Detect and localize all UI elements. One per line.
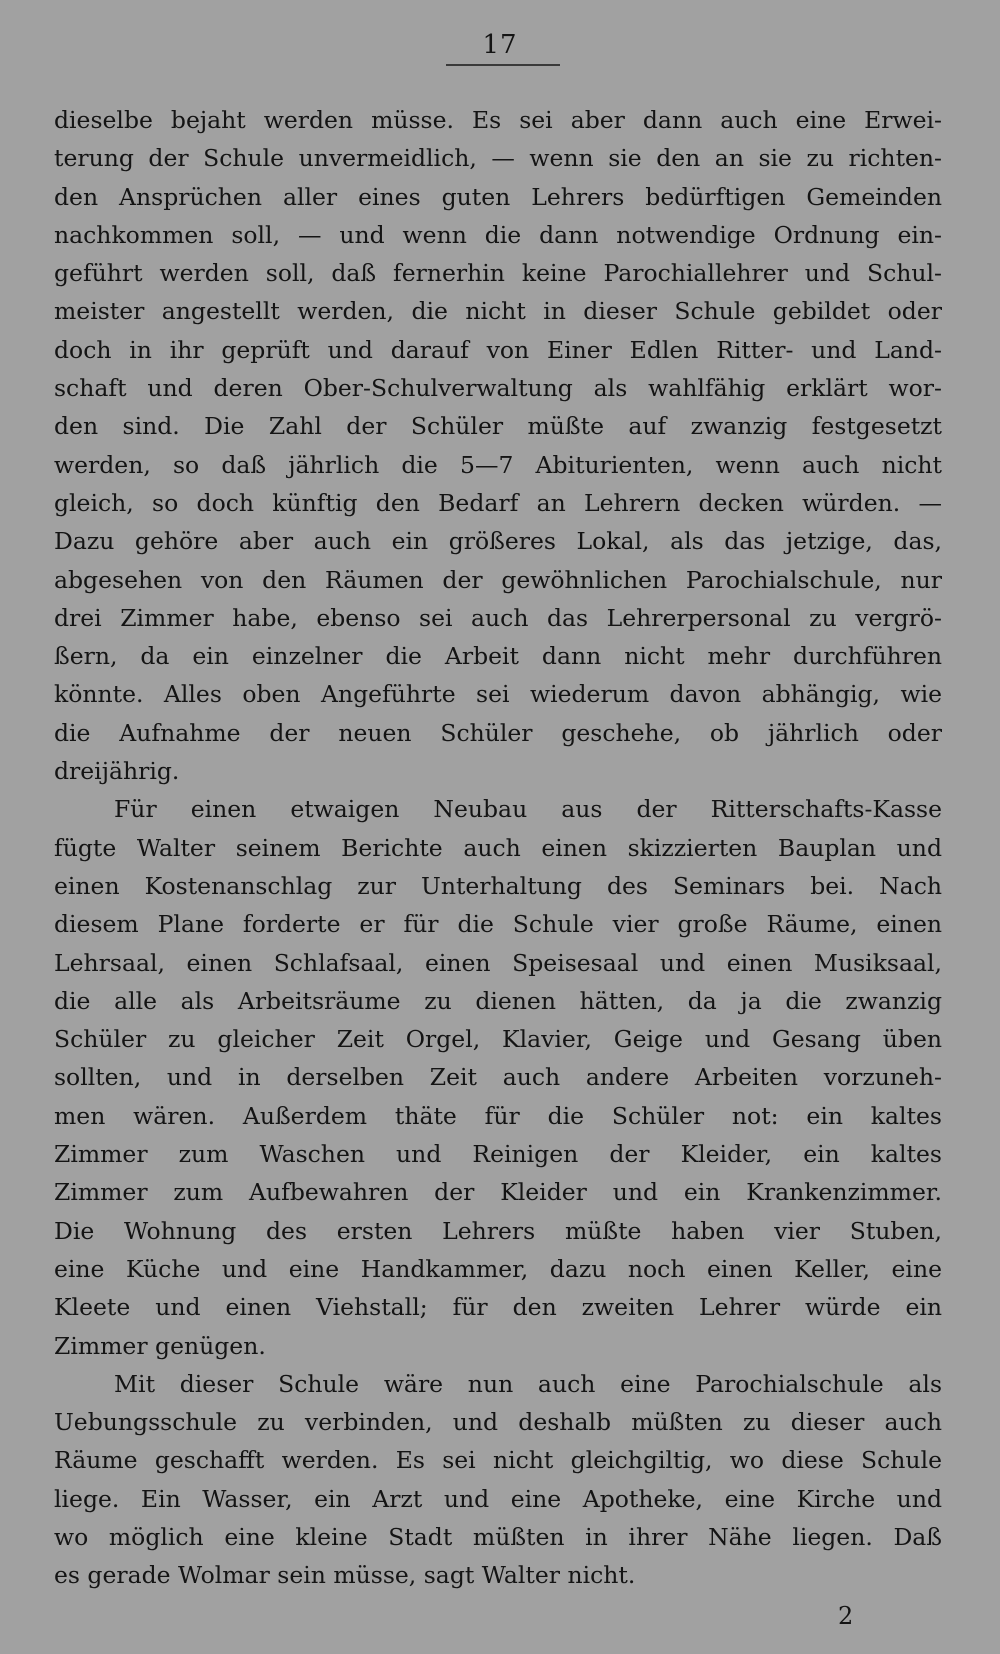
text-line: Schüler zu gleicher Zeit Orgel, Klavier, Geige und Gesang üben	[54, 1025, 942, 1054]
text-line: meister angestellt werden, die nicht in dieser Schule gebildet oder	[54, 297, 942, 326]
signature-mark: 2	[838, 1602, 854, 1630]
text-line: Kleete und einen Viehstall; für den zweiten Lehrer würde ein	[54, 1293, 942, 1322]
text-line: die alle als Arbeitsräume zu dienen hätten, da ja die zwanzig	[54, 986, 942, 1015]
text-line: Räume geschafft werden. Es sei nicht gleichgiltig, wo diese Schule	[54, 1446, 942, 1475]
text-line: Uebungsschule zu verbinden, und deshalb müßten zu dieser auch	[54, 1408, 942, 1437]
text-line: den sind. Die Zahl der Schüler müßte auf zwanzig festgesetzt	[54, 412, 942, 441]
text-line: Lehrsaal, einen Schlafsaal, einen Speisesaal und einen Musiksaal,	[54, 948, 942, 977]
text-line: Dazu gehöre aber auch ein größeres Lokal, als das jetzige, das,	[54, 527, 942, 556]
text-line: die Aufnahme der neuen Schüler geschehe, ob jährlich oder	[54, 718, 942, 747]
text-line: drei Zimmer habe, ebenso sei auch das Lehrerpersonal zu vergrö-	[54, 603, 942, 632]
text-line: Für einen etwaigen Neubau aus der Ritterschafts-Kasse	[114, 795, 942, 824]
text-line: werden, so daß jährlich die 5—7 Abiturienten, wenn auch nicht	[54, 450, 942, 479]
text-line: dreijährig.	[54, 757, 180, 786]
text-line: den Ansprüchen aller eines guten Lehrers bedürftigen Gemeinden	[54, 182, 942, 211]
text-line: ßern, da ein einzelner die Arbeit dann nicht mehr durchführen	[54, 642, 942, 671]
text-line: Zimmer zum Waschen und Reinigen der Kleider, ein kaltes	[54, 1140, 942, 1169]
text-line: diesem Plane forderte er für die Schule vier große Räume, einen	[54, 910, 942, 939]
text-line: terung der Schule unvermeidlich, — wenn sie den an sie zu richten-	[54, 144, 942, 173]
text-line: sollten, und in derselben Zeit auch andere Arbeiten vorzuneh-	[54, 1063, 942, 1092]
text-line: doch in ihr geprüft und darauf von Einer Edlen Ritter- und Land-	[54, 335, 942, 364]
text-line: nachkommen soll, — und wenn die dann notwendige Ordnung ein-	[54, 220, 942, 249]
text-line: gleich, so doch künftig den Bedarf an Lehrern decken würden. —	[54, 488, 942, 517]
text-line: schaft und deren Ober-Schulverwaltung als wahlfähig erklärt wor-	[54, 374, 942, 403]
text-line: Die Wohnung des ersten Lehrers müßte haben vier Stuben,	[54, 1216, 942, 1245]
body-text	[54, 101, 942, 1595]
text-line: einen Kostenanschlag zur Unterhaltung des Seminars bei. Nach	[54, 871, 942, 900]
text-line: fügte Walter seinem Berichte auch einen skizzierten Bauplan und	[54, 833, 942, 862]
text-line: dieselbe bejaht werden müsse. Es sei aber dann auch eine Erwei-	[54, 106, 942, 134]
header-rule	[446, 64, 560, 66]
text-line: men wären. Außerdem thäte für die Schüler not: ein kaltes	[54, 1101, 942, 1130]
text-line: abgesehen von den Räumen der gewöhnlichen Parochialschule, nur	[54, 565, 942, 594]
page-number: 17	[482, 30, 518, 60]
text-line: liege. Ein Wasser, ein Arzt und eine Apotheke, eine Kirche und	[54, 1484, 942, 1513]
text-line: eine Küche und eine Handkammer, dazu noch einen Keller, eine	[54, 1254, 942, 1283]
text-line: könnte. Alles oben Angeführte sei wiederum davon abhängig, wie	[54, 680, 942, 709]
text-line: geführt werden soll, daß fernerhin keine Parochiallehrer und Schul-	[54, 259, 942, 288]
text-line: Zimmer genügen.	[54, 1331, 266, 1360]
text-line: Mit dieser Schule wäre nun auch eine Parochialschule als	[114, 1369, 942, 1398]
text-line: wo möglich eine kleine Stadt müßten in ihrer Nähe liegen. Daß	[54, 1522, 942, 1551]
text-line: Zimmer zum Aufbewahren der Kleider und ein Krankenzimmer.	[54, 1178, 942, 1207]
text-line: es gerade Wolmar sein müsse, sagt Walter nicht.	[54, 1561, 636, 1590]
